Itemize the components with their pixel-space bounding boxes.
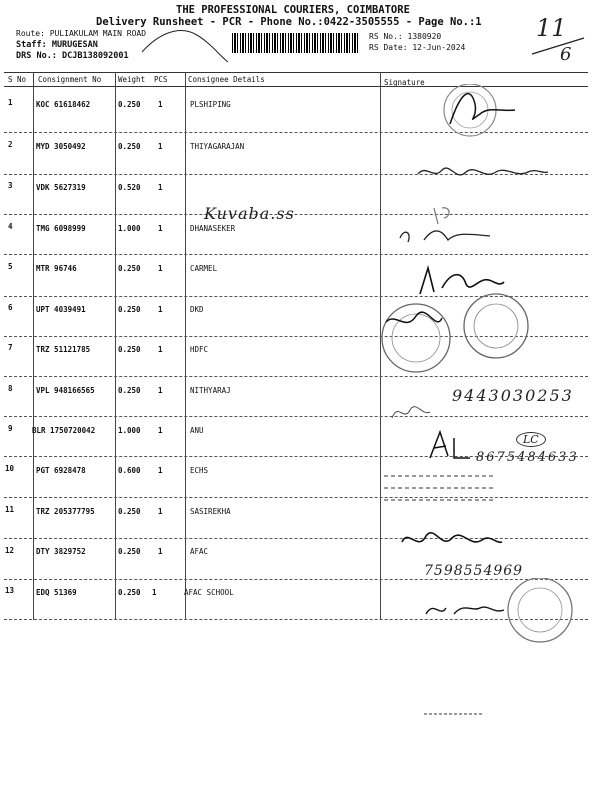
company-name: THE PROFESSIONAL COURIERS, COIMBATORE <box>176 4 410 16</box>
col-weight: Weight <box>118 75 146 84</box>
staff-label: Staff: MURUGESAN <box>16 40 98 50</box>
row-sno: 2 <box>8 140 13 149</box>
signature-row8 <box>388 392 458 428</box>
row-consignee: CARMEL <box>190 264 218 273</box>
school-seal-stamp <box>420 578 590 658</box>
row-pcs: 1 <box>158 466 163 475</box>
row-weight: 0.250 <box>118 100 141 109</box>
handwritten-note: Kuvaba.ss <box>204 204 295 223</box>
row-pcs: 1 <box>158 426 163 435</box>
row-sno: 4 <box>8 222 13 231</box>
row-consignee: THIYAGARAJAN <box>190 142 245 151</box>
page-fraction-bottom: 6 <box>560 44 572 65</box>
row-separator <box>4 416 588 417</box>
signature-row3 <box>412 160 552 190</box>
signature-row9 <box>424 426 484 466</box>
row-pcs: 1 <box>158 305 163 314</box>
header-pen-mark <box>140 22 230 66</box>
col-sno: S No <box>8 75 27 84</box>
row-consignment: DTY 3829752 <box>36 547 86 556</box>
row-pcs: 1 <box>158 100 163 109</box>
row-consignment: KOC 61618462 <box>36 100 91 109</box>
row-weight: 0.520 <box>118 183 141 192</box>
row-consignment: TMG 6098999 <box>36 224 86 233</box>
row-pcs: 1 <box>152 588 157 597</box>
rs-number: RS No.: 1380920 <box>369 32 442 41</box>
row-consignee: NITHYARAJ <box>190 386 231 395</box>
col-pcs: PCS <box>154 75 168 84</box>
route-label: Route: PULIAKULAM MAIN ROAD <box>16 29 147 38</box>
row-sno: 6 <box>8 303 13 312</box>
row-weight: 0.250 <box>118 547 141 556</box>
row-sno: 9 <box>8 424 13 433</box>
signature-row12 <box>396 522 506 562</box>
row-consignment: EDQ 51369 <box>36 588 77 597</box>
handwritten-mark: LC <box>516 432 546 447</box>
row-weight: 0.250 <box>118 345 141 354</box>
signature-row1 <box>420 84 530 144</box>
row-sno: 13 <box>5 586 15 595</box>
table-top-rule <box>4 72 588 73</box>
echs-stamp <box>374 468 504 508</box>
barcode <box>232 33 360 53</box>
row-consignment: TRZ 205377795 <box>36 507 95 516</box>
row-consignment: BLR 1750720042 <box>32 426 96 435</box>
row-pcs: 1 <box>158 345 163 354</box>
handwritten-phone: 7598554969 <box>424 563 524 579</box>
row-consignee: HDFC <box>190 345 209 354</box>
rs-date: RS Date: 12-Jun-2024 <box>369 43 466 52</box>
row-sno: 3 <box>8 181 13 190</box>
row-sno: 1 <box>8 98 13 107</box>
row-pcs: 1 <box>158 142 163 151</box>
row-consignee: ECHS <box>190 466 209 475</box>
row-weight: 0.250 <box>118 588 141 597</box>
row-weight: 1.000 <box>118 426 141 435</box>
row-consignment: VDK 5627319 <box>36 183 86 192</box>
row-weight: 0.250 <box>118 386 141 395</box>
row-consignee: PLSHIPING <box>190 100 231 109</box>
row-consignee: ANU <box>190 426 204 435</box>
col-consignee: Consignee Details <box>188 75 265 84</box>
handwritten-phone: 9443030253 <box>452 386 574 405</box>
row-consignment: MYD 3050492 <box>36 142 86 151</box>
row-consignee: DHANASEKER <box>190 224 236 233</box>
row-consignment: UPT 4039491 <box>36 305 86 314</box>
row-sno: 5 <box>8 262 13 271</box>
row-weight: 0.250 <box>118 305 141 314</box>
bottom-mark <box>420 706 490 722</box>
row-consignment: TRZ 51121785 <box>36 345 91 354</box>
row-consignee: SASIREKHA <box>190 507 231 516</box>
row-weight: 0.250 <box>118 264 141 273</box>
page-fraction-top: 11 <box>536 14 567 42</box>
row-pcs: 1 <box>158 224 163 233</box>
row-weight: 0.250 <box>118 142 141 151</box>
signature-row4 <box>390 196 510 256</box>
row-sno: 12 <box>5 546 15 555</box>
row-pcs: 1 <box>158 386 163 395</box>
row-weight: 1.000 <box>118 224 141 233</box>
row-pcs: 1 <box>158 183 163 192</box>
row-consignee: AFAC <box>190 547 209 556</box>
row-consignment: MTR 96746 <box>36 264 77 273</box>
company-seal-stamp <box>376 292 552 382</box>
col-signature: Signature <box>384 78 425 87</box>
row-pcs: 1 <box>158 264 163 273</box>
row-sno: 8 <box>8 384 13 393</box>
runsheet-title: Delivery Runsheet - PCR - Phone No.:0422-3505555 - Page No.:1 <box>96 16 482 28</box>
handwritten-phone: 8675484633 <box>476 450 579 465</box>
row-sno: 10 <box>5 464 15 473</box>
row-pcs: 1 <box>158 507 163 516</box>
row-weight: 0.250 <box>118 507 141 516</box>
row-consignment: PGT 6928478 <box>36 466 86 475</box>
fraction-stroke <box>528 34 588 58</box>
row-sno: 7 <box>8 343 13 352</box>
col-consignment: Consignment No <box>38 75 102 84</box>
row-consignee: AFAC SCHOOL <box>184 588 234 597</box>
row-consignment: VPL 948166565 <box>36 386 95 395</box>
drs-number: DRS No.: DCJB138092001 <box>16 51 129 61</box>
row-weight: 0.600 <box>118 466 141 475</box>
row-consignee: DKD <box>190 305 204 314</box>
row-sno: 11 <box>5 505 15 514</box>
row-pcs: 1 <box>158 547 163 556</box>
